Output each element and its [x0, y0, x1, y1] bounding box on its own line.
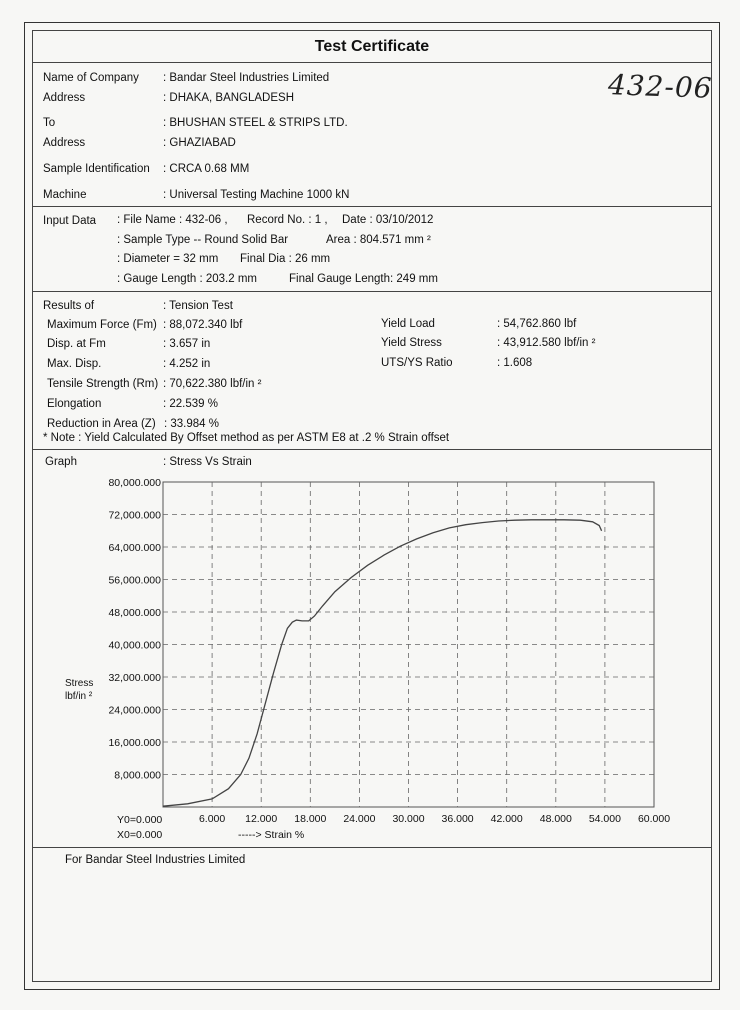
y-tick-label: 56,000.000	[108, 574, 161, 587]
uts-ys-value: : 1.608	[497, 357, 533, 369]
y-tick-label: 64,000.000	[108, 542, 161, 554]
y-tick-label: 80,000.000	[108, 477, 161, 489]
x-tick-label: 24.000	[343, 813, 376, 825]
reduction-label: Reduction in Area (Z)	[47, 418, 156, 430]
to-value: : BHUSHAN STEEL & STRIPS LTD.	[163, 117, 348, 129]
recipient-address-value: : GHAZIABAD	[163, 137, 236, 149]
yield-load-label: Yield Load	[381, 318, 435, 330]
x-tick-label: 54.000	[588, 813, 621, 825]
divider	[32, 847, 712, 848]
uts-ys-label: UTS/YS Ratio	[381, 357, 453, 369]
x-tick-label: 42.000	[490, 813, 523, 825]
diameter: : Diameter = 32 mm	[117, 253, 219, 265]
x-axis-label: -----> Strain %	[238, 829, 305, 841]
y-axis-label-line2: lbf/in ²	[65, 691, 93, 702]
final-gauge-length: Final Gauge Length: 249 mm	[289, 273, 438, 285]
disp-fm-value: : 3.657 in	[163, 338, 211, 350]
y-tick-label: 72,000.000	[108, 509, 161, 522]
sample-id-label: Sample Identification	[43, 163, 150, 175]
file-name: : File Name : 432-06 ,	[117, 214, 228, 226]
yield-load-value: : 54,762.860 lbf	[497, 318, 577, 330]
recipient-address-label: Address	[43, 137, 86, 149]
x-tick-label: 12.000	[245, 813, 278, 825]
machine-label: Machine	[43, 189, 87, 201]
x-tick-label: 36.000	[441, 813, 474, 825]
record-no: Record No. : 1 ,	[247, 214, 328, 226]
y-axis-label-line1: Stress	[65, 678, 94, 689]
elongation-label: Elongation	[47, 398, 102, 410]
page-title: Test Certificate	[314, 38, 430, 55]
tensile-label: Tensile Strength (Rm)	[47, 378, 159, 390]
sample-type: : Sample Type -- Round Solid Bar	[117, 234, 289, 246]
y-tick-label: 8,000.000	[114, 769, 161, 782]
y-tick-label: 24,000.000	[108, 704, 161, 717]
date: Date : 03/10/2012	[342, 214, 434, 226]
elongation-value: : 22.539 %	[163, 398, 218, 410]
y-tick-label: 32,000.000	[108, 672, 161, 684]
footer-text: For Bandar Steel Industries Limited	[65, 854, 246, 866]
yield-stress-label: Yield Stress	[381, 337, 442, 349]
y0-label: Y0=0.000	[117, 814, 163, 826]
stress-strain-line	[163, 520, 602, 806]
yield-stress-value: : 43,912.580 lbf/in ²	[497, 337, 596, 349]
x-tick-label: 60.000	[637, 813, 671, 825]
graph-label: Graph	[45, 456, 77, 468]
graph-title: : Stress Vs Strain	[163, 456, 252, 468]
company-address-label: Address	[43, 92, 86, 104]
tensile-value: : 70,622.380 lbf/in ²	[163, 378, 262, 390]
y-tick-label: 16,000.000	[108, 737, 161, 749]
results-test: : Tension Test	[163, 300, 233, 312]
company-name-value: : Bandar Steel Industries Limited	[163, 72, 330, 84]
machine-value: : Universal Testing Machine 1000 kN	[163, 189, 350, 201]
sample-id-value: : CRCA 0.68 MM	[163, 163, 250, 175]
note: * Note : Yield Calculated By Offset method as per ASTM E8 at .2 % Strain offset	[43, 432, 450, 444]
handwritten-number: 432-06	[607, 68, 714, 105]
x-tick-label: 18.000	[294, 813, 327, 825]
y-tick-label: 40,000.000	[108, 639, 161, 652]
max-force-label: Maximum Force (Fm)	[47, 319, 157, 331]
y-tick-label: 48,000.000	[108, 607, 161, 619]
max-disp-value: : 4.252 in	[163, 358, 211, 370]
results-label: Results of	[43, 300, 95, 312]
max-disp-label: Max. Disp.	[47, 358, 102, 370]
final-dia: Final Dia : 26 mm	[240, 253, 331, 265]
to-label: To	[43, 117, 56, 129]
max-force-value: : 88,072.340 lbf	[163, 319, 243, 331]
reduction-value: : 33.984 %	[164, 418, 219, 430]
x0-label: X0=0.000	[117, 829, 163, 841]
x-tick-label: 48.000	[539, 813, 572, 825]
x-tick-label: 6.000	[198, 813, 226, 825]
input-data-label: Input Data	[43, 215, 97, 227]
company-address-value: : DHAKA, BANGLADESH	[163, 92, 295, 104]
area: Area : 804.571 mm ²	[326, 234, 431, 246]
disp-fm-label: Disp. at Fm	[47, 338, 106, 350]
gauge-length: : Gauge Length : 203.2 mm	[117, 273, 258, 285]
company-name-label: Name of Company	[43, 72, 139, 84]
x-tick-label: 30.000	[392, 813, 425, 825]
